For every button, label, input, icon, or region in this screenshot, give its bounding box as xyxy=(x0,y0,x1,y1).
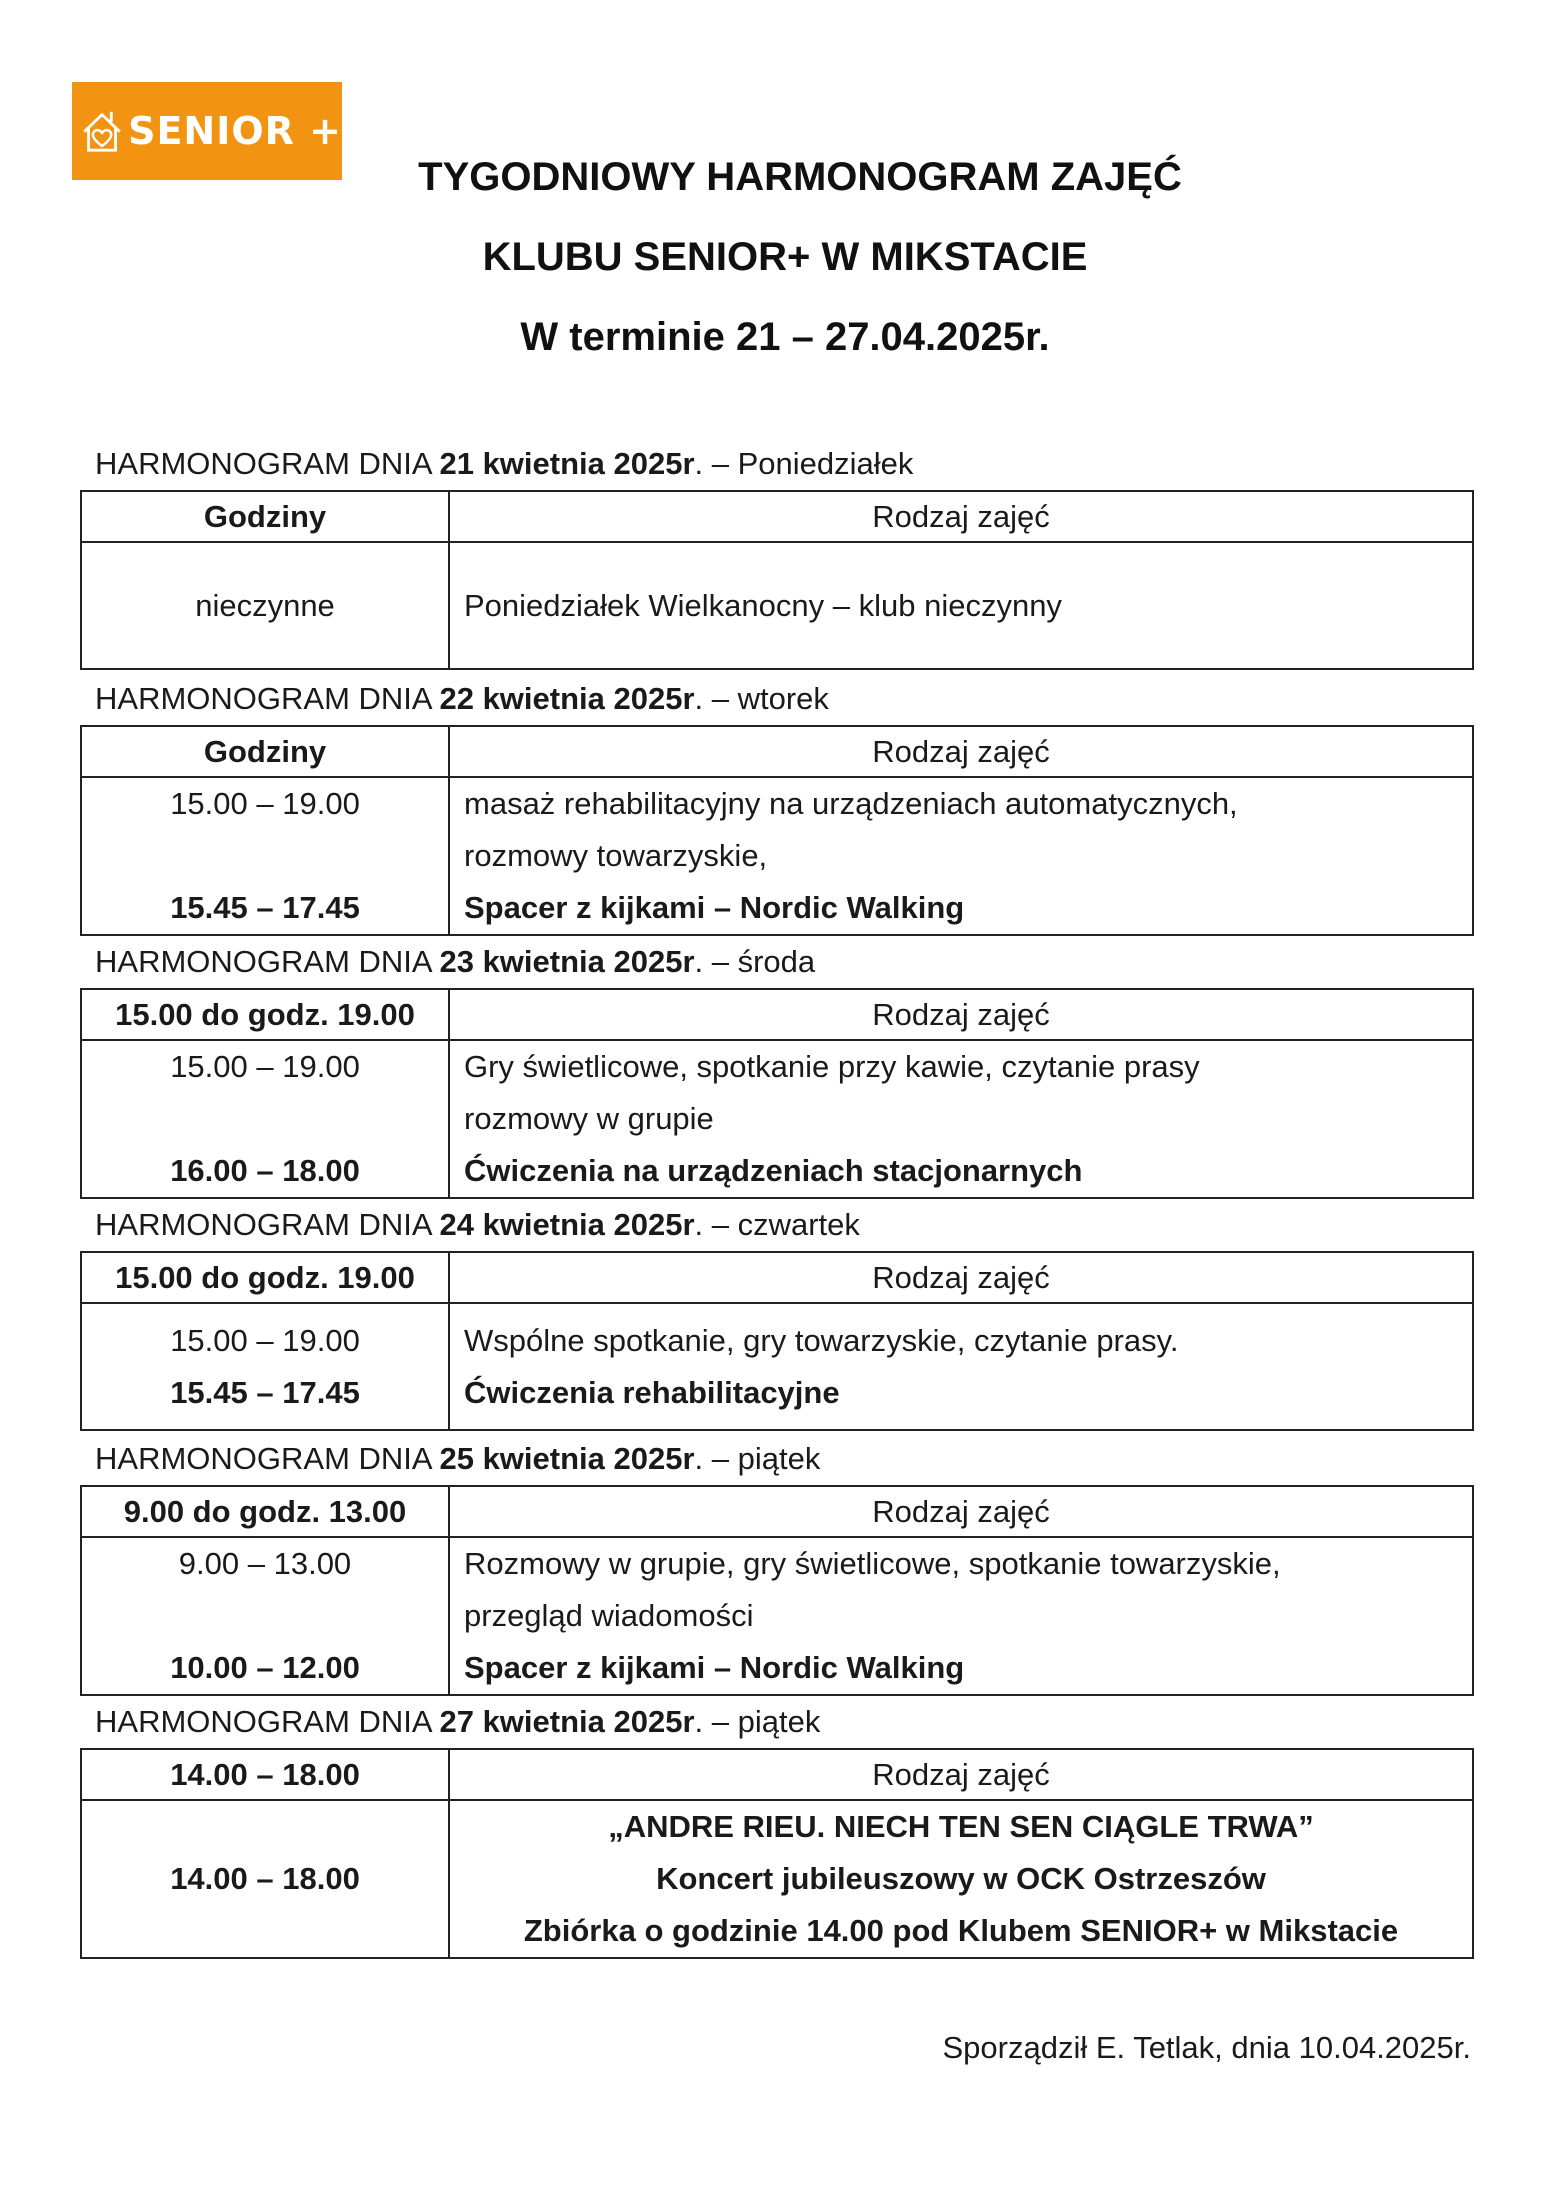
day-section-thursday xyxy=(80,1199,1474,1431)
hours-cell: 15.00 – 19.00 15.45 – 17.45 xyxy=(81,1303,449,1430)
hours-header: Godziny xyxy=(81,726,449,777)
activity-header: Rodzaj zajęć xyxy=(449,1486,1473,1537)
page-subtitle: KLUBU SENIOR+ W MIKSTACIE xyxy=(482,235,1088,279)
day-heading: HARMONOGRAM DNIA 21 kwietnia 2025r. – Poniedziałek xyxy=(95,446,914,481)
house-heart-icon xyxy=(80,98,124,164)
schedule-table xyxy=(80,1251,1474,1431)
activity-cell: Rozmowy w grupie, gry świetlicowe, spotkanie towarzyskie, przegląd wiadomości Spacer z kijkami – Nordic Walking xyxy=(449,1537,1473,1695)
signature-note: Sporządził E. Tetlak, dnia 10.04.2025r. xyxy=(942,2030,1471,2065)
activity-cell: „ANDRE RIEU. NIECH TEN SEN CIĄGLE TRWA” Koncert jubileuszowy w OCK Ostrzeszów Zbiórka o godzinie 14.00 pod Klubem SENIOR+ w Mikstacie xyxy=(449,1800,1473,1958)
activity-header: Rodzaj zajęć xyxy=(449,1749,1473,1800)
schedule-table xyxy=(80,1748,1474,1959)
day-section-friday xyxy=(80,1433,1474,1696)
day-section-tuesday xyxy=(80,673,1474,936)
date-range: W terminie 21 – 27.04.2025r. xyxy=(520,315,1050,359)
activity-cell: Wspólne spotkanie, gry towarzyskie, czytanie prasy. Ćwiczenia rehabilitacyjne xyxy=(449,1303,1473,1430)
day-heading: HARMONOGRAM DNIA 25 kwietnia 2025r. – piątek xyxy=(95,1441,821,1476)
day-heading: HARMONOGRAM DNIA 23 kwietnia 2025r. – środa xyxy=(95,944,816,979)
hours-header: 15.00 do godz. 19.00 xyxy=(81,1252,449,1303)
schedule-table xyxy=(80,725,1474,936)
hours-header: 15.00 do godz. 19.00 xyxy=(81,989,449,1040)
schedule-table xyxy=(80,988,1474,1199)
page-title: TYGODNIOWY HARMONOGRAM ZAJĘĆ xyxy=(418,155,1182,199)
hours-cell: 9.00 – 13.00 10.00 – 12.00 xyxy=(81,1537,449,1695)
activity-cell: Poniedziałek Wielkanocny – klub nieczynny xyxy=(449,542,1473,669)
day-heading: HARMONOGRAM DNIA 22 kwietnia 2025r. – wtorek xyxy=(95,681,829,716)
hours-header: 9.00 do godz. 13.00 xyxy=(81,1486,449,1537)
day-section-sunday xyxy=(80,1696,1474,1959)
day-heading: HARMONOGRAM DNIA 24 kwietnia 2025r. – czwartek xyxy=(95,1207,860,1242)
activity-header: Rodzaj zajęć xyxy=(449,1252,1473,1303)
hours-cell: 15.00 – 19.00 15.45 – 17.45 xyxy=(81,777,449,935)
activity-header: Rodzaj zajęć xyxy=(449,726,1473,777)
schedule-table xyxy=(80,490,1474,670)
activity-header: Rodzaj zajęć xyxy=(449,491,1473,542)
hours-header: 14.00 – 18.00 xyxy=(81,1749,449,1800)
hours-cell: nieczynne xyxy=(81,542,449,669)
logo-text: SENIOR + xyxy=(128,109,342,153)
day-section-wednesday xyxy=(80,936,1474,1199)
activity-cell: Gry świetlicowe, spotkanie przy kawie, czytanie prasy rozmowy w grupie Ćwiczenia na urządzeniach stacjonarnych xyxy=(449,1040,1473,1198)
activity-cell: masaż rehabilitacyjny na urządzeniach automatycznych, rozmowy towarzyskie, Spacer z kijkami – Nordic Walking xyxy=(449,777,1473,935)
hours-cell: 14.00 – 18.00 xyxy=(81,1800,449,1958)
schedule-table xyxy=(80,1485,1474,1696)
hours-cell: 15.00 – 19.00 16.00 – 18.00 xyxy=(81,1040,449,1198)
day-section-monday xyxy=(80,438,1474,670)
hours-header: Godziny xyxy=(81,491,449,542)
day-heading: HARMONOGRAM DNIA 27 kwietnia 2025r. – piątek xyxy=(95,1704,821,1739)
activity-header: Rodzaj zajęć xyxy=(449,989,1473,1040)
